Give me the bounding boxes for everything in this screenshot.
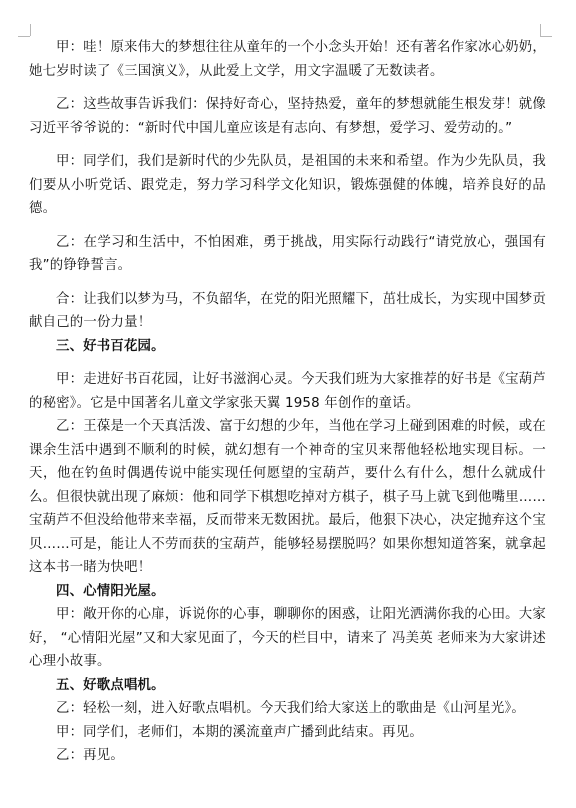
paragraph-yi-book-story: 乙：王葆是一个天真活泼、富于幻想的少年，当他在学习上碰到困难的时候，或在课余生活中遇到不顺利的时候，就幻想有一个神奇的宝贝来帮他轻松地实现目标。一天，他在钓鱼时偶遇传说中能实现任何愿望的宝葫芦，要什么有什么，想什么就成什么。但很快就出现了麻烦：他和同学下棋想吃掉对方棋子，棋子马上就飞到他嘴里……宝葫芦不但没给他带来幸福，反而带来无数困扰。最后，他狠下决心，决定抛弃这个宝贝……可是，能让人不劳而获的宝葫芦，能够轻易摆脱吗？如果你想知道答案，就拿起这本书一睹为快吧！ — [29, 419, 546, 575]
paragraph-yi-pledge: 乙：在学习和生活中，不怕困难，勇于挑战，用实际行动践行“请党放心，强国有我”的铮铮誓言。 — [29, 234, 546, 273]
section-heading-song-request: 五、好歌点唱机。 — [56, 677, 165, 693]
section-heading-good-books: 三、好书百花园。 — [56, 338, 165, 354]
crop-mark-top-right — [540, 24, 541, 36]
paragraph-yi-curiosity: 乙：这些故事告诉我们：保持好奇心，坚持热爱，童年的梦想就能生根发芽！就像习近平爷爷说的：“新时代中国儿童应该是有志向、有梦想，爱学习、爱劳动的。” — [29, 97, 546, 136]
paragraph-jia-sunshine: 甲：敞开你的心扉，诉说你的心事，聊聊你的困惑，让阳光洒满你我的心田。大家好， “心情阳光屋”又和大家见面了，今天的栏目中，请来了 冯美英 老师来为大家讲述心理小故事。 — [29, 607, 546, 669]
section-heading-sunshine-house: 四、心情阳光屋。 — [56, 583, 165, 599]
document-body — [29, 36, 546, 768]
paragraph-jia-young-pioneers: 甲：同学们，我们是新时代的少先队员，是祖国的未来和希望。作为少先队员，我们要从小听党话、跟党走，努力学习科学文化知识，锻炼强健的体魄，培养良好的品德。 — [29, 154, 546, 216]
paragraph-jia-closing: 甲：同学们，老师们，本期的溪流童声广播到此结束。再见。 — [56, 724, 423, 740]
paragraph-jia-dream: 甲：哇！原来伟大的梦想往往从童年的一个小念头开始！还有著名作家冰心奶奶，她七岁时读了《三国演义》，从此爱上文学，用文字温暖了无数读者。 — [29, 40, 546, 79]
paragraph-yi-song: 乙：轻松一刻，进入好歌点唱机。今天我们给大家送上的歌曲是《山河星光》。 — [56, 701, 525, 716]
paragraph-together: 合：让我们以梦为马，不负韶华，在党的阳光照耀下，茁壮成长，为实现中国梦贡献自己的一份力量！ — [29, 291, 546, 330]
paragraph-jia-book-intro: 甲：走进好书百花园，让好书滋润心灵。今天我们班为大家推荐的好书是《宝葫芦的秘密》。它是中国著名儿童文学家张天翼 1958 年创作的童话。 — [29, 372, 546, 411]
paragraph-yi-goodbye: 乙：再见。 — [56, 748, 124, 763]
crop-mark-top-left — [30, 24, 31, 36]
